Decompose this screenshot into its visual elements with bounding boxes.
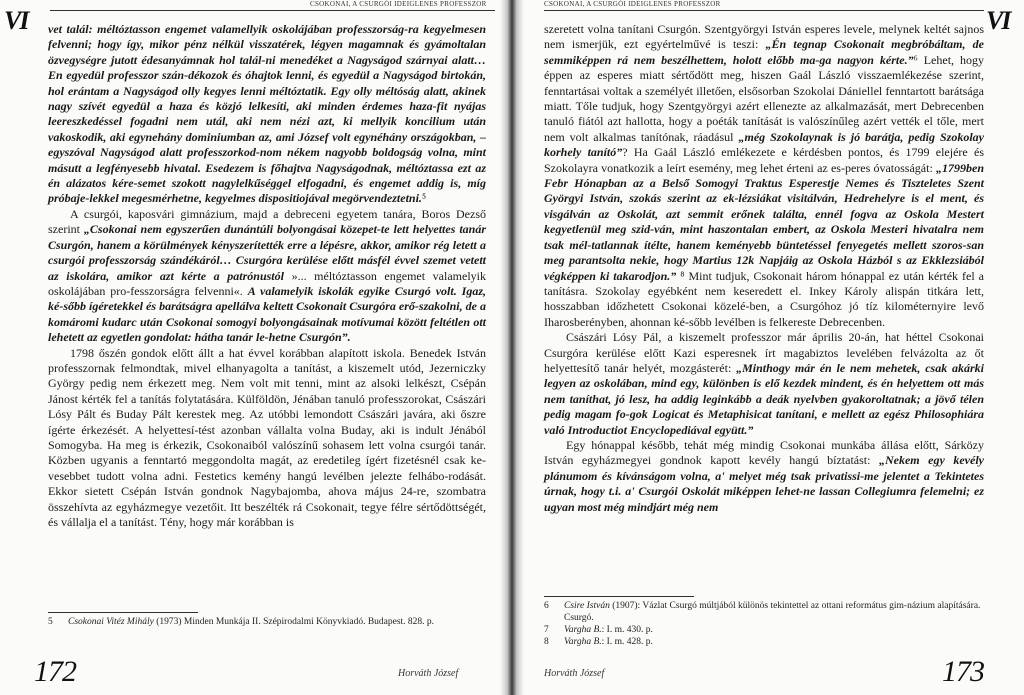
footnote-text [564, 636, 653, 648]
footnote-author: Vargha B. [564, 625, 602, 635]
body-text [544, 22, 984, 515]
footnote-number: 5 [48, 617, 53, 627]
text-run: ⁸ Mint tudjuk, Csokonait három hónappal ez után kérték fel a tanításra. Szokolay egyébként nem keseredett el. Inkey Károly alispán titkára lett, hosszabban időzhetett Csokonai közelé-ben, a Csurgóhoz jó tíz kilométernyire levő Iharosberényben, ahonnan ké-sőbb levélben is felkereste Debrecenben. [544, 268, 984, 329]
page-number: 172 [34, 655, 76, 688]
footnote-rule [48, 612, 198, 613]
quoted-text: „Én tegnap Csokonait megbróbáltam, de semmiképpen rá nem beszélhettem, holott előbb ma-ga nagyon kérte.” [544, 37, 984, 67]
author-footer: Horváth József [544, 668, 605, 679]
quoted-text: „1799ben Febr Hónapban az a Belső Somogyi Traktus Esperestje Nemes és Tiszteletes Szent Györgyi István, szokás szerint az ek-lézsiákat visitálván, Hedrehelyre is el ment, és visgálván az Oskolát, azt semmit erőnek találta, ennél fogva az Oskola Mestert kegyetlenül meg szid-ván, mint haszontalan embert, az Oskola Mesteri hivatalra nem tsak mél-tatlannak ítélte, hanem keményebb büntetéssel fenyegetés mellett szoros-san meg parantsolta nekie, hogy Martius 12k Napjáig az Oskola Házból s az Ekklezsiából végképpen ki takarodjon.” [544, 160, 984, 283]
footnote-author: Csire István [564, 601, 610, 611]
paragraph [48, 346, 486, 531]
footnote-reference: (1907): Vázlat Csurgó múltjából különös tekintettel az ottani református gim-názium alapítására. Csurgó. [564, 601, 981, 623]
footnote-text [564, 624, 653, 636]
text-run: »... méltóztasson engemet valamelyik oskolájában pro-fesszorságra felvenni«. [48, 268, 486, 298]
running-head: CSOKONAI, A CSURGÓI IDEIGLENES PROFESSZOR [544, 0, 721, 8]
footnote-number: 8 [544, 637, 549, 647]
running-head: CSOKONAI, A CSURGÓI IDEIGLENES PROFESSZOR [310, 0, 487, 8]
paragraph [544, 438, 984, 515]
right-page [524, 0, 1024, 695]
footnote-reference: : I. m. 428. p. [601, 637, 653, 647]
footnote [48, 616, 468, 628]
footnote-reference: : I. m. 430. p. [601, 625, 653, 635]
quoted-text: „Minthogy már én le nem mehetek, csak akárki legyen az oskolában, mind egy, különben is elő kezdek mindent, és én helyettem ott más nem taníthat, jó lesz, ha addig leginkább a deák nyelvben gyakoroltatnak; a jövő télen pedig magam fo-gok Logicat és Metaphisicat tanítani, e mellett az egész Philosophiára való Introductiot Encyclopediával együtt.” [544, 360, 984, 437]
footnote [544, 624, 984, 636]
text-run: 1798 őszén gondok előtt állt a hat évvel korábban alapított iskola. Benedek István professzornak felmondtak, mivel elhanyagolta a tanítást, a kiszemelt utód, Jezerniczky György pedig nem érkezett meg. Nem volt mit tenni, mint az alsoki lelkészt, Csépán Jánost kérték fel a tanítás folytatására. Külföldön, Jénában tanuló professzorokat, Császári Lósy Pált és Buday Pált kerestek meg. Az utóbbi lemondott Császári javára, aki őszre ígérte érkezését. A helyettesí-tést azonban vállalta volna Buday, aki is indult Jénából Somogyba. Ha meg is érkezik, Csokonaiból valószínű sohasem lett volna csurgói tanár. Közben ugyanis a fenntartó meggondolta magát, az eredetileg ígért fizetésnél csak ke-vesebbet tudott volna adni. Festetics kemény hangú levélben jelezte felhábo-rodását. Ekkor sietett Csépán István gondnok Nagybajomba, ahova május 24-re, szombatra összehívta az egyházmegye vezetőit. Itt beszélték rá Csokonait, tegye félre sértődöttségét, és vállalja el a tanítást. Tény, hogy már korábban is [48, 345, 486, 529]
paragraph [544, 22, 984, 330]
header-rule [544, 10, 984, 11]
footnote-number: 6 [544, 601, 549, 611]
footnote-rule [544, 596, 694, 597]
footnote-author: Vargha B. [564, 637, 602, 647]
footnote-number: 7 [544, 625, 549, 635]
footnote-author: Csokonai Vitéz Mihály [68, 617, 154, 627]
text-run: ⁶ Lehet, hogy éppen az esperes miatt sértődött meg, hiszen Gaál László visszaemlékezése szerint, fenntartásai voltak a személyét illetően, elsősorban Szokolai Dániellel fenntartott barátsága miatt. Tőle tudjuk, hogy Szentgyörgyi azért ellenezte az alkalmazását, mert Debrecenben tanuló fiától azt hallotta, hogy a poéták tanítását is valószínűleg azért vették el tőle, mert nem volt alkalmas tanítónak, ráadásul [544, 52, 984, 144]
book-gutter [500, 0, 524, 695]
text-run: Egy hónappal később, tehát még mindig Csokonai munkába állása előtt, Sárközy István egyházmegyei gondnok kapott kevély hangú bíztatást: [544, 437, 984, 468]
footnote-reference: (1973) Minden Munkája II. Szépirodalmi Könyvkiadó. Budapest. 828. p. [153, 617, 435, 627]
quoted-text: „még Szokolaynak is jó barátja, pedig Szokolay korhely tanító” [544, 129, 984, 160]
footnote [544, 636, 984, 648]
text-run: szeretett volna tanítani Csurgón. Szentgyörgyi István esperes levele, melynek keltét sajnos nem ismerjük, ezt egyértelművé is teszi: [544, 22, 984, 52]
quoted-text: vet talál: méltóztasson engemet valamellyik oskolájában professzorság-ra kegyelmesen felvenni; hogy így, mikor pénz nélkül visszatérek, légyen magamnak és gyámoltalan özvegységre jutott édesanyámnak hol talál-ni menedéket a Nagyságod szárnyai alatt… En egyedül professzor szán-dékozok és óhajtok lenni, és egyedül a Nagyságod birtokán, hol erántam a Nagyságod olly kegyes lenni méltóztatik. Egy olly méltóság alatt, akinek nagy szívét egyedül a haza és közjó lelkesíti, aki minden érdemes haza-fit nyájas leereszkedéssel fogadni nem utál, aki nem nézi azt, ki mellyik koncilium után vakoskodik, aki egynehány dominiumban az, ami József volt egynéhány országokban, – egyszóval Nagyságod alatt professzorkod-nom nékem nagyobb boldogság volna, mint másutt a legfényesebb hivatal. Esedezem is főhajtva Nagyságodnak, méltóztassa ezt az én alázatos kére-semet szokott nagylelkűséggel elfogadni, és engemet addig is, míg próbaje-lekkel megesmérhetne, kegyelmes dispositiojával megörvendeztetni. [48, 22, 486, 206]
chapter-mark: VI [986, 6, 1010, 35]
paragraph [48, 207, 486, 346]
footnote-text [564, 600, 984, 624]
footnote [544, 600, 984, 624]
text-run: ? Ha Gaál László emlékezete e kérdésben pontos, és 1799 elejére és Szokolayra vonatkozik a leírt esemény, meg lehet érteni az es-peres óvatosságát: [544, 145, 984, 175]
quoted-text: „Nekem egy kevély plánumom és kívánságom volna, a' melyet még tsak privatissi-me jelentet a Tekintetes úrnak, hogy t.i. a' Csurgói Oskolát miképpen lehet-ne lassan Collegiumra felemelni; ez ugyan most még mindjárt még nem [544, 453, 984, 514]
text-run: ⁵ [421, 191, 427, 206]
body-text [48, 22, 486, 530]
footnote-text [68, 616, 434, 628]
author-footer: Horváth József [398, 668, 459, 679]
text-run: A csurgói, kaposvári gimnázium, majd a debreceni egyetem tanára, Boros Dezső szerint [48, 206, 486, 237]
quoted-text: A valamelyik iskolák egyike Csurgó volt. Igaz, ké-sőbb ígéretekkel és barátságra apellálva keltett Csokonait Csurgóra erő-szakolni, de a komáromi kudarc után Csokonai somogyi bolyongásainak motívumai között feltétlen ott lehetett az egyetlen gondolat: hátha tanár le-hetne Csurgón”. [48, 283, 486, 345]
chapter-mark: VI [4, 6, 28, 35]
paragraph [48, 22, 486, 207]
quoted-text: „Csokonai nem egyszerűen dunántúli bolyongásai közepet-te lett helyettes tanár Csurgón, hanem a körülmények kényszerítették erre a lépésre, akkor, amikor rég letett a csurgói professzorság szándékáról… Csurgóra kerülése előtt másfél évvel szemet vetett az iskolára, amikor azt kérte a patrónustól [48, 222, 486, 283]
page-number: 173 [942, 655, 984, 688]
footnotes [48, 616, 468, 628]
left-page [0, 0, 500, 695]
text-run: Császári Lósy Pál, a kiszemelt professzor már április 20-án, hat héttel Csokonai Csurgóra kerülése előtt Kazi esperesnek írt magabiztos levelében felvázolta az őt helyettesítő tanár helyét, mozgásterét: [544, 330, 984, 375]
header-rule [50, 10, 495, 11]
footnotes [544, 600, 984, 648]
paragraph [544, 330, 984, 438]
